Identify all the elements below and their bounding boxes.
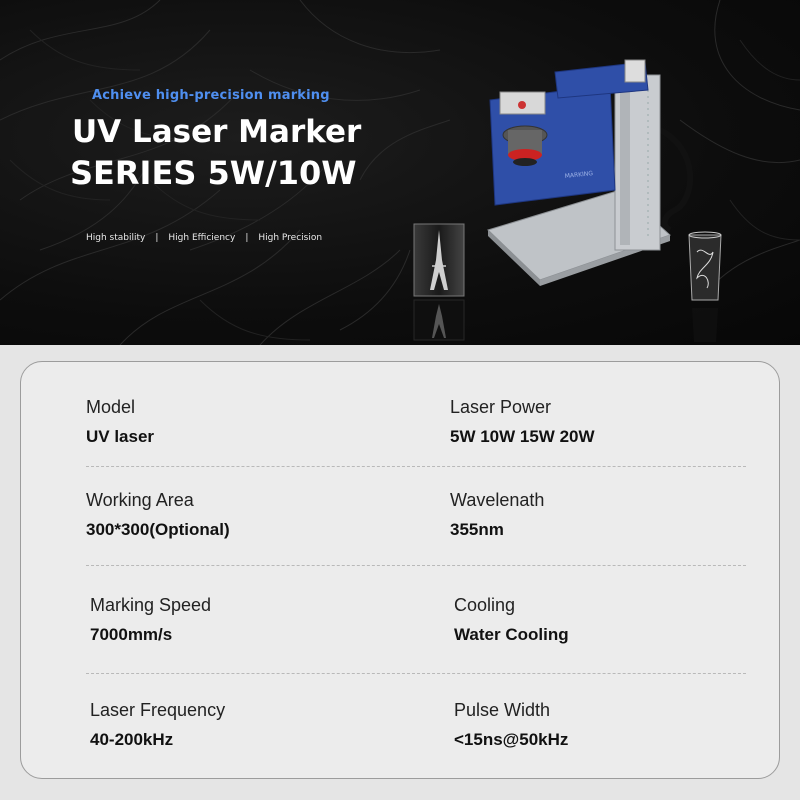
spec-value: <15ns@50kHz — [454, 730, 569, 749]
separator: | — [245, 233, 249, 243]
spec-label: Wavelenath — [450, 490, 545, 510]
spec-marking-speed — [90, 595, 390, 645]
spec-label: Marking Speed — [90, 595, 212, 615]
specification-card — [20, 361, 780, 779]
spec-value: Water Cooling — [454, 625, 569, 644]
spec-row — [21, 397, 781, 487]
spec-pulse-width — [454, 700, 754, 750]
spec-cooling — [454, 595, 754, 645]
product-series: SERIES 5W/10W — [70, 154, 357, 192]
spec-value: 355nm — [450, 520, 504, 539]
spec-laser-power — [450, 397, 750, 447]
product-title: UV Laser Marker — [72, 114, 362, 150]
divider — [86, 673, 746, 674]
machine-label: MARKING — [564, 170, 594, 180]
feature-precision: High Precision — [258, 233, 323, 243]
spec-label: Cooling — [454, 595, 516, 615]
divider — [86, 466, 746, 467]
spec-label: Laser Power — [450, 397, 552, 417]
spec-label: Working Area — [86, 490, 194, 510]
spec-row — [21, 490, 781, 580]
spec-wavelength — [450, 490, 750, 540]
spec-row — [21, 700, 781, 790]
laser-marker-machine-image — [470, 50, 705, 290]
spec-row — [21, 595, 781, 685]
spec-value: 5W 10W 15W 20W — [450, 427, 595, 446]
spec-value: 7000mm/s — [90, 625, 173, 644]
hero-banner — [0, 0, 800, 345]
spec-label: Model — [86, 397, 136, 417]
crystal-sample-image — [410, 220, 468, 345]
tagline: Achieve high-precision marking — [92, 88, 330, 103]
spec-model — [86, 397, 386, 447]
spec-label: Laser Frequency — [90, 700, 226, 720]
feature-efficiency: High Efficiency — [168, 233, 236, 243]
spec-working-area — [86, 490, 386, 540]
separator: | — [155, 233, 159, 243]
spec-value: 40-200kHz — [90, 730, 174, 749]
feature-list — [86, 233, 322, 243]
spec-label: Pulse Width — [454, 700, 551, 720]
spec-laser-frequency — [90, 700, 390, 750]
divider — [86, 565, 746, 566]
spec-value: UV laser — [86, 427, 155, 446]
engraved-glass-image — [685, 230, 725, 345]
feature-stability: High stability — [86, 233, 146, 243]
spec-value: 300*300(Optional) — [86, 520, 230, 539]
